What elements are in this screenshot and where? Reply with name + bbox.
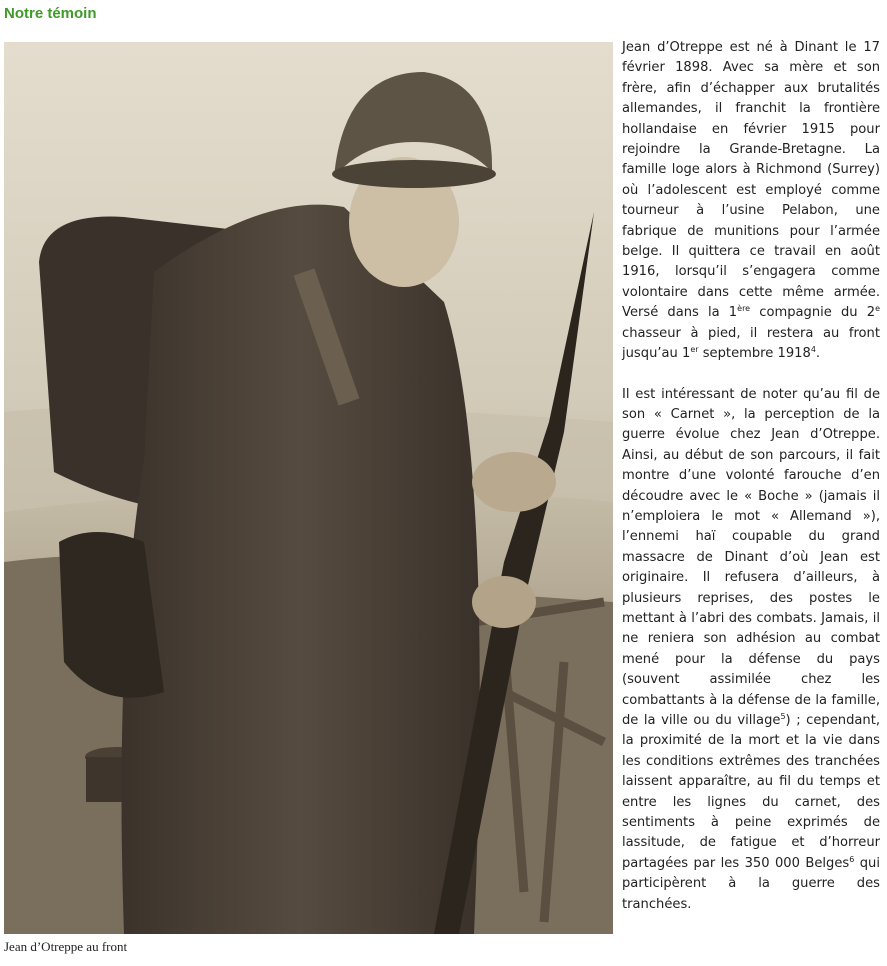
p1-part2: compagnie du 2 bbox=[750, 305, 876, 321]
footnote-ref-4: 4 bbox=[810, 345, 816, 355]
section-title: Notre témoin bbox=[4, 5, 97, 22]
p2-part3: qui participèrent à la guerre des tranchées. bbox=[622, 855, 880, 912]
p1-part4: septembre 1918 bbox=[698, 346, 811, 362]
p1-sup3: er bbox=[690, 345, 699, 355]
footnote-ref-6: 6 bbox=[849, 854, 855, 864]
soldier-photo bbox=[4, 42, 613, 934]
p1-part1: Jean d’Otreppe est né à Dinant le 17 février 1898. Avec sa mère et son frère, afin d’échapper aux brutalités allemandes, il franchit la frontière hollandaise en février 1915 pour rejoindre la Grande-Bretagne. La famille loge alors à Richmond (Surrey) où l’adolescent est employé comme tourneur à l’usine Pelabon, une fabrique de munitions pour l’armée belge. Il quittera ce travail en août 1916, lorsqu’il s’engagera comme volontaire dans cette même armée. Versé dans la 1 bbox=[622, 40, 880, 321]
photo-caption: Jean d’Otreppe au front bbox=[4, 939, 128, 954]
paragraph-1 bbox=[622, 38, 880, 365]
p1-part3: chasseur à pied, il restera au front jusqu’au 1 bbox=[622, 325, 880, 362]
p1-sup2: e bbox=[875, 304, 880, 314]
p1-sup1: ère bbox=[737, 304, 751, 314]
article-text bbox=[622, 38, 880, 935]
p2-part2: ) ; cependant, la proximité de la mort et la vie dans les conditions extrêmes des tranchées laissent apparaître, au fil du temps et entre les lignes du carnet, des sentiments à peine exprimés de lassitude, de fatigue et d’horreur partagées par les 350 000 Belges bbox=[622, 713, 881, 871]
p1-part5: . bbox=[815, 346, 821, 362]
paragraph-2 bbox=[622, 385, 880, 916]
footnote-ref-5: 5 bbox=[780, 712, 786, 721]
p2-part1: Il est intéressant de noter qu’au fil de son « Carnet », la perception de la guerre évolue chez Jean d’Otreppe. Ainsi, au début de son parcours, il fait montre d’une volonté farouche d’en découdre avec le « Boche » (jamais il n’emploiera le mot « Allemand »), l’ennemi haï coupable du grand massacre de Dinant d’où Jean est originaire. Il refusera d’ailleurs, à plusieurs reprises, des postes le mettant à l’abri des combats. Jamais, il ne reniera son adhésion au combat mené pour la défense du pays (souvent assimilée chez les combattants à la défense de la famille, de la ville ou du village bbox=[622, 386, 880, 728]
sepia-photo-illustration bbox=[4, 42, 613, 934]
